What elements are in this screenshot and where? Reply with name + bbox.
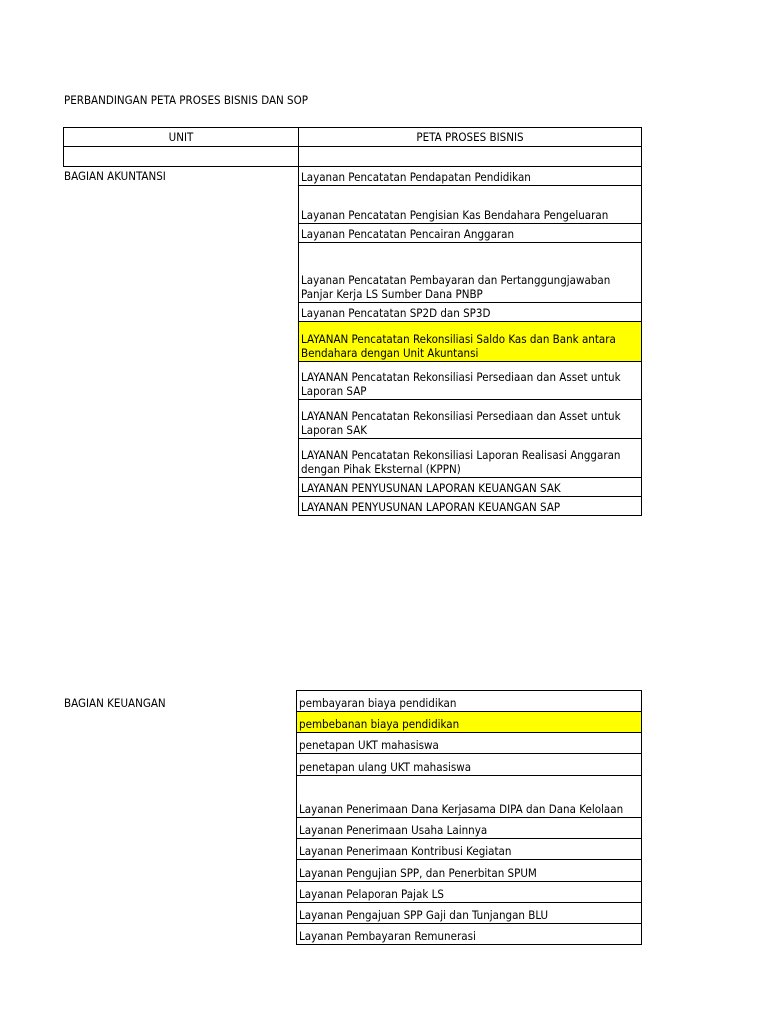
keuangan-process-label: Layanan Pengajuan SPP Gaji dan Tunjangan BLU (299, 908, 549, 922)
akuntansi-process-label: Layanan Pencatatan SP2D dan SP3D (301, 306, 491, 320)
keuangan-process-cell (296, 817, 642, 839)
keuangan-process-label: pembayaran biaya pendidikan (299, 696, 457, 710)
keuangan-process-cell (296, 838, 642, 860)
akuntansi-process-cell (298, 496, 642, 516)
keuangan-process-label: penetapan ulang UKT mahasiswa (299, 760, 472, 774)
akuntansi-process-cell (298, 242, 642, 303)
akuntansi-process-cell (298, 166, 642, 186)
keuangan-process-cell (296, 711, 642, 733)
unit-label-keuangan: BAGIAN KEUANGAN (64, 696, 166, 710)
keuangan-process-label: Layanan Pelaporan Pajak LS (299, 887, 444, 901)
akuntansi-process-label: LAYANAN Pencatatan Rekonsiliasi Persediaan dan Asset untuk Laporan SAK (301, 409, 621, 437)
akuntansi-process-cell (298, 223, 642, 243)
akuntansi-process-cell (298, 477, 642, 497)
keuangan-process-label: pembebanan biaya pendidikan (299, 717, 460, 731)
keuangan-process-cell (296, 732, 642, 754)
keuangan-process-cell (296, 902, 642, 924)
akuntansi-process-label: LAYANAN Pencatatan Rekonsiliasi Persediaan dan Asset untuk Laporan SAP (301, 370, 621, 398)
keuangan-process-cell (296, 690, 642, 712)
keuangan-process-label: Layanan Penerimaan Usaha Lainnya (299, 823, 488, 837)
akuntansi-process-label: Layanan Pencatatan Pencairan Anggaran (301, 227, 515, 241)
keuangan-process-label: Layanan Pengujian SPP, dan Penerbitan SPUM (299, 866, 537, 880)
keuangan-process-label: Layanan Pembayaran Remunerasi (299, 929, 476, 943)
akuntansi-process-cell (298, 361, 642, 400)
keuangan-process-cell (296, 881, 642, 903)
akuntansi-process-label: Layanan Pencatatan Pengisian Kas Bendahara Pengeluaran (301, 208, 609, 222)
akuntansi-process-label: Layanan Pencatatan Pendapatan Pendidikan (301, 170, 531, 184)
unit-header-label: UNIT (168, 130, 194, 144)
keuangan-process-cell (296, 923, 642, 945)
peta-header-label: PETA PROSES BISNIS (416, 130, 524, 144)
peta-header-cell (298, 127, 642, 147)
keuangan-process-cell (296, 859, 642, 882)
akuntansi-process-cell (298, 321, 642, 362)
keuangan-process-cell (296, 775, 642, 818)
keuangan-process-label: Layanan Penerimaan Kontribusi Kegiatan (299, 844, 512, 858)
akuntansi-process-cell (298, 399, 642, 439)
akuntansi-process-label: LAYANAN Pencatatan Rekonsiliasi Saldo Kas dan Bank antara Bendahara dengan Unit Akuntansi (301, 332, 616, 360)
keuangan-process-label: Layanan Penerimaan Dana Kerjasama DIPA dan Dana Kelolaan (299, 802, 624, 816)
akuntansi-process-label: LAYANAN PENYUSUNAN LAPORAN KEUANGAN SAP (301, 500, 561, 514)
akuntansi-process-cell (298, 302, 642, 322)
keuangan-process-label: penetapan UKT mahasiswa (299, 738, 439, 752)
page-title: PERBANDINGAN PETA PROSES BISNIS DAN SOP (64, 93, 309, 107)
akuntansi-process-cell (298, 185, 642, 224)
akuntansi-process-cell (298, 438, 642, 478)
akuntansi-process-label: Layanan Pencatatan Pembayaran dan Pertanggungjawaban Panjar Kerja LS Sumber Dana PNBP (301, 273, 611, 301)
akuntansi-process-label: LAYANAN PENYUSUNAN LAPORAN KEUANGAN SAK (301, 481, 561, 495)
empty-unit-cell (63, 146, 299, 167)
keuangan-process-cell (296, 753, 642, 776)
unit-header-cell (63, 127, 299, 147)
empty-peta-cell (298, 146, 642, 167)
akuntansi-process-label: LAYANAN Pencatatan Rekonsiliasi Laporan Realisasi Anggaran dengan Pihak Eksternal (KPPN) (301, 448, 621, 476)
unit-label-akuntansi: BAGIAN AKUNTANSI (64, 169, 166, 183)
